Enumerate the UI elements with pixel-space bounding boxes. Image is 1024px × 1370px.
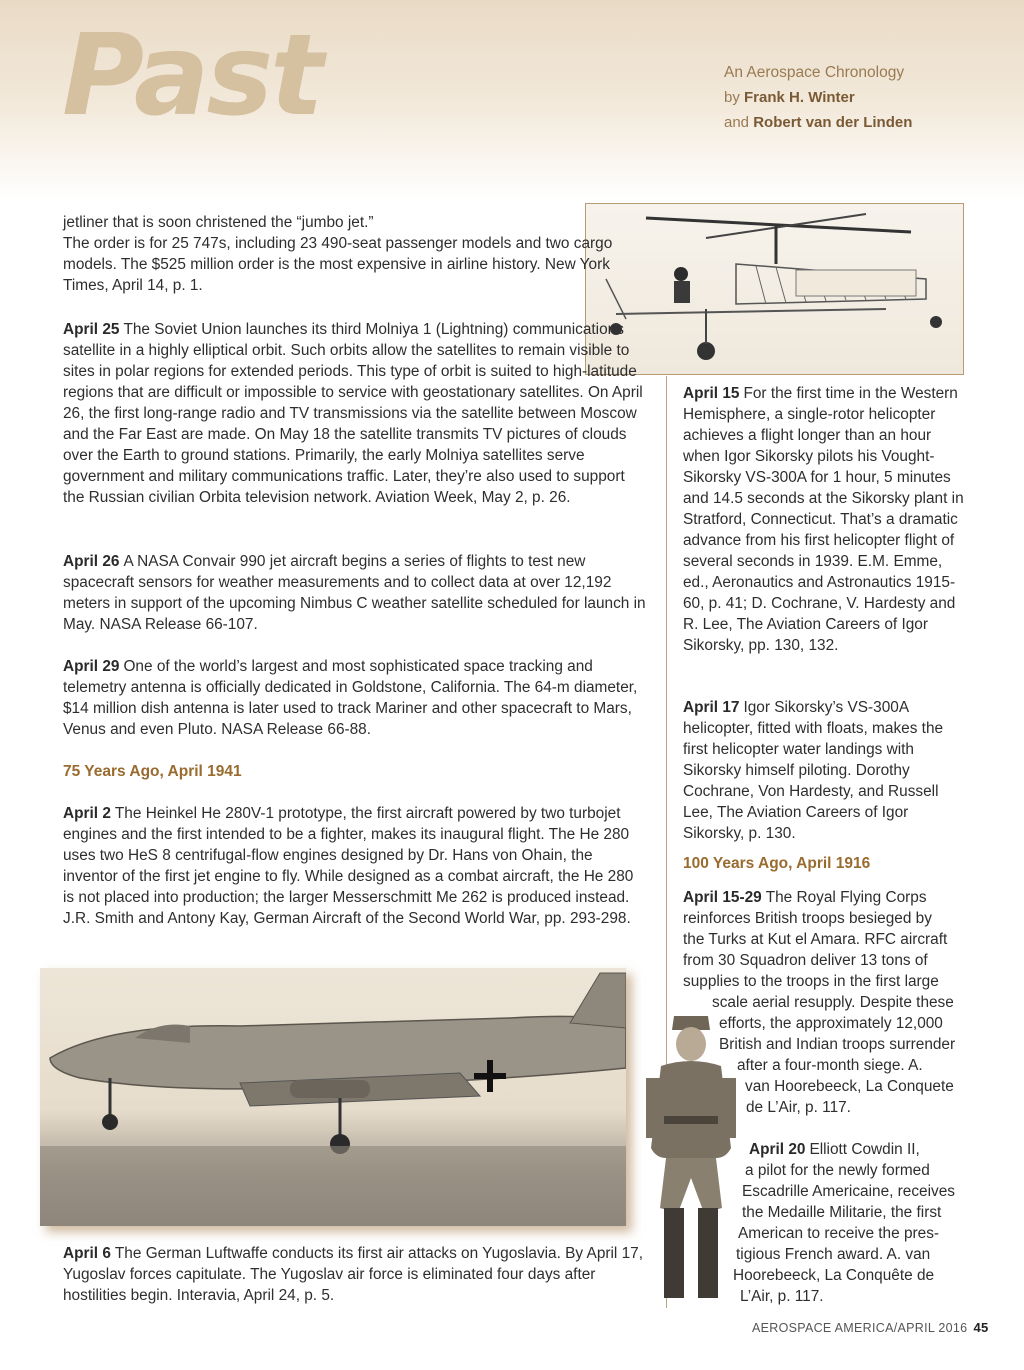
entry-date: April 6: [63, 1245, 111, 1262]
entry-line: The Royal Flying Corps: [765, 889, 927, 906]
magazine-issue: AEROSPACE AMERICA/APRIL 2016: [752, 1321, 968, 1335]
entry-date: April 29: [63, 658, 120, 675]
entry-date: April 2: [63, 805, 111, 822]
entry-april-15: [683, 383, 968, 656]
entry-line: Escadrille Americaine, receives: [742, 1183, 955, 1200]
page-footer: [752, 1320, 989, 1335]
entry-line: van Hoorebeeck, La Conquete: [745, 1078, 954, 1095]
byline-block: [724, 60, 912, 135]
author-line-2: [724, 110, 912, 135]
entry-line: Hoorebeeck, La Conquête de: [733, 1267, 935, 1284]
entry-line: supplies to the troops in the first large: [683, 973, 939, 990]
entry-april-17: [683, 697, 968, 844]
entry-date: April 15-29: [683, 889, 762, 906]
entry-line: Elliott Cowdin II,: [809, 1141, 920, 1158]
entry-date: April 20: [749, 1141, 806, 1158]
and-prefix: and: [724, 114, 750, 131]
entry-april-15-29: [683, 887, 968, 1118]
author-1: Frank H. Winter: [744, 89, 855, 106]
entry-text: One of the world’s largest and most sophisticated space tracking and telemetry antenna is officially dedicated in Goldstone, California. The 64-m diameter, $14 million dish antenna is later used to track Mariner and other spacecraft to Mars, Venus and even Pluto. NASA Release 66-88.: [63, 658, 638, 738]
entry-line: scale aerial resupply. Despite these: [712, 994, 954, 1011]
section-subtitle: An Aerospace Chronology: [724, 64, 905, 81]
masthead-title: Past: [62, 11, 321, 141]
entry-line: after a four-month siege. A.: [737, 1057, 923, 1074]
entry-text: For the first time in the Western Hemisphere, a single-rotor helicopter achieves a flight longer than an hour when Igor Sikorsky pilots his Vought-Sikorsky VS-300A for 1 hour, 5 minutes and 14.5 seconds at the Sikorsky plant in Stratford, Connecticut. That’s a dramatic advance from his first helicopter flight of several seconds in 1939. E.M. Emme, ed., Aeronautics and Astronautics 1915-60, p. 41; D. Cochrane, V. Hardesty and R. Lee, The Aviation Careers of Igor Sikorsky, pp. 130, 132.: [683, 385, 964, 654]
section-heading-100-years: 100 Years Ago, April 1916: [683, 855, 871, 872]
entry-text: A NASA Convair 990 jet aircraft begins a series of flights to test new spacecraft sensors for weather measurements and to collect data at over 12,192 meters in support of the upcoming Nimbus C weather satellite scheduled for launch in May. NASA Release 66-107.: [63, 553, 646, 633]
entry-line: the Medaille Militarie, the first: [742, 1204, 942, 1221]
entry-line: reinforces British troops besieged by: [683, 910, 932, 927]
entry-text: Igor Sikorsky’s VS-300A helicopter, fitted with floats, makes the first helicopter water landings with Sikorsky himself piloting. Dorothy Cochrane, Von Hardesty, and Russell Lee, The Aviation Careers of Igor Sikorsky, p. 130.: [683, 699, 944, 842]
entry-april-25: [63, 319, 648, 508]
section-heading-75-years: 75 Years Ago, April 1941: [63, 763, 242, 780]
entry-april-2: [63, 803, 648, 929]
entry-text: The Heinkel He 280V-1 prototype, the first aircraft powered by two turbojet engines and the first intended to be a fighter, makes its inaugural flight. The He 280 uses two HeS 8 centrifugal-flow engines designed by Dr. Hans von Ohain, the inventor of the first jet engine to fly. While designed as a combat aircraft, the He 280 is not placed into production; the larger Messerschmitt Me 262 is produced instead. J.R. Smith and Antony Kay, German Aircraft of the Second World War, pp. 293-298.: [63, 805, 634, 927]
author-2: Robert van der Linden: [753, 114, 913, 131]
jet-illustration: [40, 968, 626, 1226]
page-number: 45: [973, 1320, 989, 1335]
entry-line: the Turks at Kut el Amara. RFC aircraft: [683, 931, 948, 948]
intro-paragraph: The order is for 25 747s, including 23 490-seat passenger models and two cargo models. The $525 million order is the most expensive in airline history. New York Times, April 14, p. 1.: [63, 235, 613, 294]
entry-date: April 15: [683, 385, 740, 402]
entry-date: April 26: [63, 553, 120, 570]
entry-april-26: [63, 551, 648, 635]
entry-april-29: [63, 656, 648, 740]
entry-text: The Soviet Union launches its third Molniya 1 (Lightning) communications satellite in a highly elliptical orbit. Such orbits allow the satellites to remain visible to sites in polar regions for extended periods. This type of orbit is suited to high-latitude regions that are difficult or impossible to service with geostationary satellites. On April 26, the first long-range radio and TV transmissions via the satellite between Moscow and the Far East are made. On May 18 the satellite transmits TV pictures of clouds over the Earth to ground stations. Primarily, the early Molniya satellites serve government and military communications traffic. Later, they’re also used to support the Russian civilian Orbita television network. Aviation Week, May 2, p. 26.: [63, 321, 643, 506]
entry-line: tigious French award. A. van: [736, 1246, 931, 1263]
left-column-top: [63, 212, 648, 296]
intro-line-1: jetliner that is soon christened the “jumbo jet.”: [63, 214, 374, 231]
entry-date: April 25: [63, 321, 120, 338]
author-line-1: [724, 85, 912, 110]
entry-line: American to receive the pres-: [738, 1225, 940, 1242]
entry-april-20: [683, 1139, 968, 1307]
by-prefix: by: [724, 89, 740, 106]
entry-line: from 30 Squadron deliver 13 tons of: [683, 952, 928, 969]
entry-text: The German Luftwaffe conducts its first air attacks on Yugoslavia. By April 17, Yugoslav forces capitulate. The Yugoslav air force is eliminated four days after hostilities begin. Interavia, April 24, p. 5.: [63, 1245, 644, 1304]
entry-line: a pilot for the newly formed: [745, 1162, 930, 1179]
entry-line: British and Indian troops surrender: [719, 1036, 956, 1053]
heinkel-he280-photo: [40, 968, 626, 1226]
entry-april-6: [63, 1243, 648, 1306]
entry-line: efforts, the approximately 12,000: [719, 1015, 943, 1032]
entry-date: April 17: [683, 699, 740, 716]
entry-line: de L’Air, p. 117.: [746, 1099, 851, 1116]
entry-line: L’Air, p. 117.: [740, 1288, 824, 1305]
